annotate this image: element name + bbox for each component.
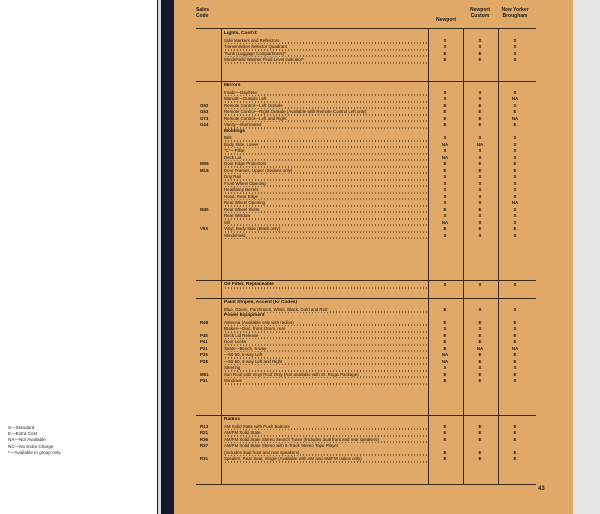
value-newport: E — [443, 449, 447, 455]
value-new-yorker-brougham: E — [513, 161, 517, 166]
value-newport-custom: E — [478, 109, 482, 114]
value-new-yorker-brougham: E — [513, 352, 517, 357]
sales-code: R36 — [200, 436, 209, 442]
option-label-text: Rear Wheel Skirts — [224, 206, 260, 212]
option-label-text: Windows — [224, 378, 242, 383]
section-rule — [196, 81, 536, 82]
option-label-text: Body Side, Lower — [224, 141, 259, 147]
option-label-text: Vanity—Illuminated — [224, 122, 262, 127]
value-newport: E — [443, 319, 447, 325]
value-newport-custom: E — [478, 167, 482, 173]
value-newport: S — [443, 193, 447, 199]
option-label — [224, 57, 428, 64]
value-newport-custom: E — [478, 319, 482, 325]
value-newport-custom: E — [478, 378, 482, 383]
value-newport: S — [443, 365, 447, 370]
value-newport: E — [443, 436, 447, 442]
value-new-yorker-brougham: S — [513, 154, 517, 160]
value-newport-custom: S — [478, 187, 482, 192]
right-margin — [573, 0, 600, 514]
value-newport: S — [443, 282, 447, 287]
value-newport: NA — [441, 154, 449, 160]
value-new-yorker-brougham: E — [513, 449, 517, 455]
sales-code: G63 — [200, 109, 209, 114]
option-label-text: "C"—Pillar — [224, 148, 245, 153]
value-new-yorker-brougham: E — [513, 430, 517, 435]
option-label-text: Blue, Green, Parchment, White, Black, Gold and Red — [224, 306, 328, 312]
option-label-text: Manual—Outside Left — [224, 96, 267, 101]
value-newport-custom: S — [478, 365, 482, 370]
table-row — [196, 57, 536, 64]
value-new-yorker-brougham: E — [513, 109, 517, 114]
option-label-text: Brakes—Disc, front; Drum, rear — [224, 326, 286, 331]
value-new-yorker-brougham: S — [513, 148, 517, 153]
option-label-text: —50-50, 6-way Left — [224, 352, 263, 357]
value-newport: E — [443, 50, 447, 56]
value-new-yorker-brougham: S — [513, 180, 517, 186]
table-row — [196, 456, 536, 463]
value-newport: E — [443, 167, 447, 173]
value-newport-custom: S — [478, 213, 482, 218]
value-newport: S — [443, 96, 447, 101]
sales-code: V5X — [200, 226, 209, 231]
option-label-text: Inside—Day/Nite — [224, 89, 257, 95]
legend-item: E—Extra Cost — [8, 431, 38, 437]
value-newport-custom: S — [478, 135, 482, 140]
value-newport: S — [443, 213, 447, 218]
sales-code: R21 — [200, 430, 209, 435]
value-newport: E — [443, 456, 447, 461]
value-newport: S — [443, 200, 447, 205]
sales-code: P28 — [200, 358, 208, 364]
option-label-text: Transmission Selector Quadrant — [224, 44, 287, 49]
value-newport-custom: S — [478, 232, 482, 238]
value-newport: E — [443, 345, 447, 351]
sales-code: R31 — [200, 456, 209, 461]
value-newport: S — [443, 326, 447, 331]
value-newport: E — [443, 371, 447, 377]
table-header — [196, 6, 536, 28]
sales-code: P31 — [200, 378, 208, 383]
option-label-text: Oil Filter, Replaceable — [224, 282, 274, 287]
value-new-yorker-brougham: NA — [511, 115, 519, 121]
option-label-text: Deck Lid Release — [224, 332, 259, 338]
value-newport-custom: S — [478, 219, 482, 225]
section-rule — [196, 415, 536, 416]
value-new-yorker-brougham: E — [513, 332, 517, 338]
value-new-yorker-brougham: S — [513, 135, 517, 140]
sales-code: R37 — [200, 443, 209, 448]
value-new-yorker-brougham: S — [513, 232, 517, 238]
value-new-yorker-brougham: S — [513, 306, 517, 312]
value-newport: S — [443, 135, 447, 140]
value-newport-custom: E — [478, 371, 482, 377]
option-label-text: Windshield Washer Fluid Level Indicator* — [224, 57, 304, 62]
value-newport-custom: NA — [476, 345, 484, 351]
value-newport: E — [443, 378, 447, 383]
value-newport-custom: E — [478, 226, 482, 231]
option-label-text: AM Solid State with Push Buttons — [224, 423, 290, 429]
value-newport: E — [443, 423, 447, 429]
table-row — [196, 282, 536, 289]
value-new-yorker-brougham: E — [513, 226, 517, 231]
value-newport: E — [443, 332, 447, 338]
option-label-text: Remote Control—Left and Right — [224, 115, 287, 121]
value-newport: S — [443, 187, 447, 192]
value-newport: E — [443, 430, 447, 435]
value-newport: E — [443, 306, 447, 312]
value-new-yorker-brougham: S — [513, 378, 517, 383]
option-label-text: AM/FM Solid State Stereo Search Tuner (Includes dual front and rear speakers) — [224, 436, 379, 442]
sales-code: M51 — [200, 371, 209, 377]
value-new-yorker-brougham: S — [513, 282, 517, 287]
option-label-text: Paint Stripes, Accent (K/ Codes) — [224, 300, 298, 305]
value-newport: E — [443, 206, 447, 212]
option-label-text: Hood, Rear Edge — [224, 193, 258, 199]
header-newport: Newport — [436, 17, 456, 23]
value-newport-custom: E — [478, 358, 482, 364]
table-row — [196, 233, 536, 240]
value-newport: S — [443, 174, 447, 179]
value-new-yorker-brougham: S — [513, 102, 517, 108]
option-label — [224, 456, 428, 463]
value-new-yorker-brougham: E — [513, 122, 517, 127]
value-new-yorker-brougham: S — [513, 326, 517, 331]
value-new-yorker-brougham: S — [513, 57, 517, 62]
header-newport-custom: Newport Custom — [470, 7, 490, 19]
value-newport-custom: E — [478, 423, 482, 429]
legend-item: *—Available in group only. — [8, 449, 62, 455]
sales-code: P21 — [200, 345, 208, 351]
option-label-text: Drip Rail — [224, 174, 241, 179]
value-new-yorker-brougham: NA — [511, 96, 519, 101]
option-label — [224, 233, 428, 240]
sales-code: M45 — [200, 206, 209, 212]
option-label-text: Belt — [224, 135, 232, 140]
value-new-yorker-brougham: S — [513, 213, 517, 218]
option-label-text: Sill — [224, 219, 230, 225]
value-newport-custom: E — [478, 206, 482, 212]
legend-item: NA—Not Available — [8, 437, 46, 443]
value-newport-custom: E — [478, 57, 482, 62]
value-newport: NA — [441, 219, 449, 225]
value-newport-custom: S — [478, 44, 482, 49]
option-label-text: Sun Roof with Vinyl Roof Only (Not available with St. Regis Package) — [224, 371, 359, 377]
value-newport: E — [443, 57, 447, 62]
options-table — [196, 28, 536, 485]
option-label-text: (Includes dual front and rear speakers) — [224, 449, 300, 455]
value-newport: NA — [441, 358, 449, 364]
value-newport: S — [443, 44, 447, 49]
value-newport: NA — [441, 141, 449, 147]
option-label-text: Antenna (Available only with radios) — [224, 319, 294, 325]
value-newport-custom: E — [478, 449, 482, 455]
value-newport-custom: S — [478, 193, 482, 199]
sales-code: P45 — [200, 332, 208, 338]
option-label-text: Power Equipment — [224, 313, 265, 318]
option-label-text: AM/FM Solid State Stereo with 8-Track Stereo Tape Player — [224, 443, 339, 448]
value-newport-custom: S — [478, 200, 482, 205]
value-newport-custom: S — [478, 96, 482, 101]
option-label-text: Front Wheel Opening — [224, 180, 266, 186]
value-newport-custom: S — [478, 326, 482, 331]
sales-code: M15 — [200, 167, 209, 173]
value-new-yorker-brougham: S — [513, 141, 517, 147]
sales-code: R13 — [200, 423, 209, 429]
section-rule — [196, 298, 536, 299]
legend — [8, 425, 61, 456]
option-label-text: Door Edge Protectors — [224, 161, 267, 166]
value-new-yorker-brougham: E — [513, 436, 517, 442]
value-new-yorker-brougham: E — [513, 319, 517, 325]
option-label-text: Moldings — [224, 128, 246, 134]
value-newport-custom: S — [478, 148, 482, 153]
option-label-text: Rear Wheel Opening — [224, 200, 266, 205]
option-label-text: Door Locks — [224, 339, 247, 344]
header-sales-code: Sales Code — [196, 7, 210, 19]
value-newport: S — [443, 180, 447, 186]
option-label — [224, 378, 428, 385]
header-new-yorker-brougham: New Yorker Brougham — [501, 7, 529, 19]
sales-code: G73 — [200, 115, 209, 121]
value-newport-custom: E — [478, 115, 482, 121]
value-new-yorker-brougham: E — [513, 167, 517, 173]
option-label-text: Door Frames, Upper (Sedans only) — [224, 167, 293, 173]
value-newport: NA — [441, 352, 449, 357]
value-newport-custom: E — [478, 161, 482, 166]
value-newport: E — [443, 115, 447, 121]
option-label-text: Trunk (Luggage Compartment)* — [224, 50, 286, 56]
value-newport-custom: E — [478, 339, 482, 344]
value-newport-custom: E — [478, 102, 482, 108]
sales-code: M05 — [200, 161, 209, 166]
value-new-yorker-brougham: E — [513, 371, 517, 377]
value-newport-custom: S — [478, 306, 482, 312]
value-newport: E — [443, 109, 447, 114]
option-label-text: Vinyl, Body Side (Black only) — [224, 226, 281, 231]
value-newport-custom: S — [478, 37, 482, 43]
value-newport: S — [443, 148, 447, 153]
option-label-text: Speaker, Rear Seat, Single (Available with AM and AM/FM radios only) — [224, 456, 362, 461]
value-newport-custom: E — [478, 122, 482, 127]
value-newport: S — [443, 37, 447, 43]
value-new-yorker-brougham: S — [513, 44, 517, 49]
value-newport: E — [443, 226, 447, 231]
sales-code: G44 — [200, 122, 209, 127]
option-label-text: —50-50, 6-way Left and Right — [224, 358, 283, 364]
value-newport: E — [443, 102, 447, 108]
option-label-text: Seats—Bench, 6-way — [224, 345, 267, 351]
value-new-yorker-brougham: S — [513, 206, 517, 212]
legend-item: S—Standard — [8, 425, 35, 430]
option-label-text: Mirrors — [224, 83, 241, 88]
value-newport-custom: NA — [476, 141, 484, 147]
value-newport-custom: S — [478, 282, 482, 287]
value-newport-custom: E — [478, 352, 482, 357]
legend-item: NC—No Extra Charge — [8, 443, 54, 449]
value-newport: S — [443, 89, 447, 95]
value-newport: E — [443, 161, 447, 166]
value-new-yorker-brougham: S — [513, 219, 517, 225]
gutter-edge — [158, 0, 161, 514]
value-newport-custom: S — [478, 89, 482, 95]
value-newport-custom: S — [478, 154, 482, 160]
table-row — [196, 378, 536, 385]
value-new-yorker-brougham: S — [513, 50, 517, 56]
option-label-text: Steering — [224, 365, 241, 370]
value-newport-custom: E — [478, 332, 482, 338]
option-label — [224, 282, 428, 289]
value-new-yorker-brougham: S — [513, 89, 517, 95]
option-label-text: Deck Lid — [224, 154, 242, 160]
sales-code: R48 — [200, 319, 209, 325]
value-newport-custom: E — [478, 436, 482, 442]
value-new-yorker-brougham: NA — [511, 345, 519, 351]
value-new-yorker-brougham: S — [513, 365, 517, 370]
left-page — [0, 0, 157, 514]
value-new-yorker-brougham: S — [513, 37, 517, 43]
option-label-text: AM/FM Solid State — [224, 430, 261, 435]
value-new-yorker-brougham: E — [513, 339, 517, 344]
page-number: 43 — [538, 486, 545, 492]
option-label-text: Radios — [224, 417, 240, 422]
value-newport: E — [443, 339, 447, 344]
value-newport-custom: E — [478, 430, 482, 435]
value-newport-custom: S — [478, 180, 482, 186]
value-newport: S — [443, 232, 447, 238]
section-rule — [196, 280, 536, 281]
value-newport-custom: S — [478, 174, 482, 179]
option-label-text: Headlamp Bezels — [224, 187, 259, 192]
sales-code: G52 — [200, 102, 209, 108]
value-new-yorker-brougham: S — [513, 174, 517, 179]
value-new-yorker-brougham: E — [513, 358, 517, 364]
sales-code: P41 — [200, 339, 208, 344]
value-newport: E — [443, 122, 447, 127]
option-label-text: Windshield — [224, 232, 246, 238]
option-label-text: Side Markers and Reflectors — [224, 37, 280, 43]
option-label-text: Remote Control—Right Outside (Available with Remote Control Left only) — [224, 109, 367, 114]
value-new-yorker-brougham: S — [513, 187, 517, 192]
option-label-text: Lights, Cont'd: — [224, 31, 258, 36]
value-newport-custom: E — [478, 456, 482, 461]
value-new-yorker-brougham: S — [513, 193, 517, 199]
sales-code: P25 — [200, 352, 208, 357]
value-newport-custom: E — [478, 50, 482, 56]
option-label-text: Remote Control—Left Outside — [224, 102, 283, 108]
value-new-yorker-brougham: NA — [511, 200, 519, 205]
value-new-yorker-brougham: E — [513, 423, 517, 429]
value-new-yorker-brougham: E — [513, 456, 517, 461]
option-label-text: Rear Window — [224, 213, 251, 218]
